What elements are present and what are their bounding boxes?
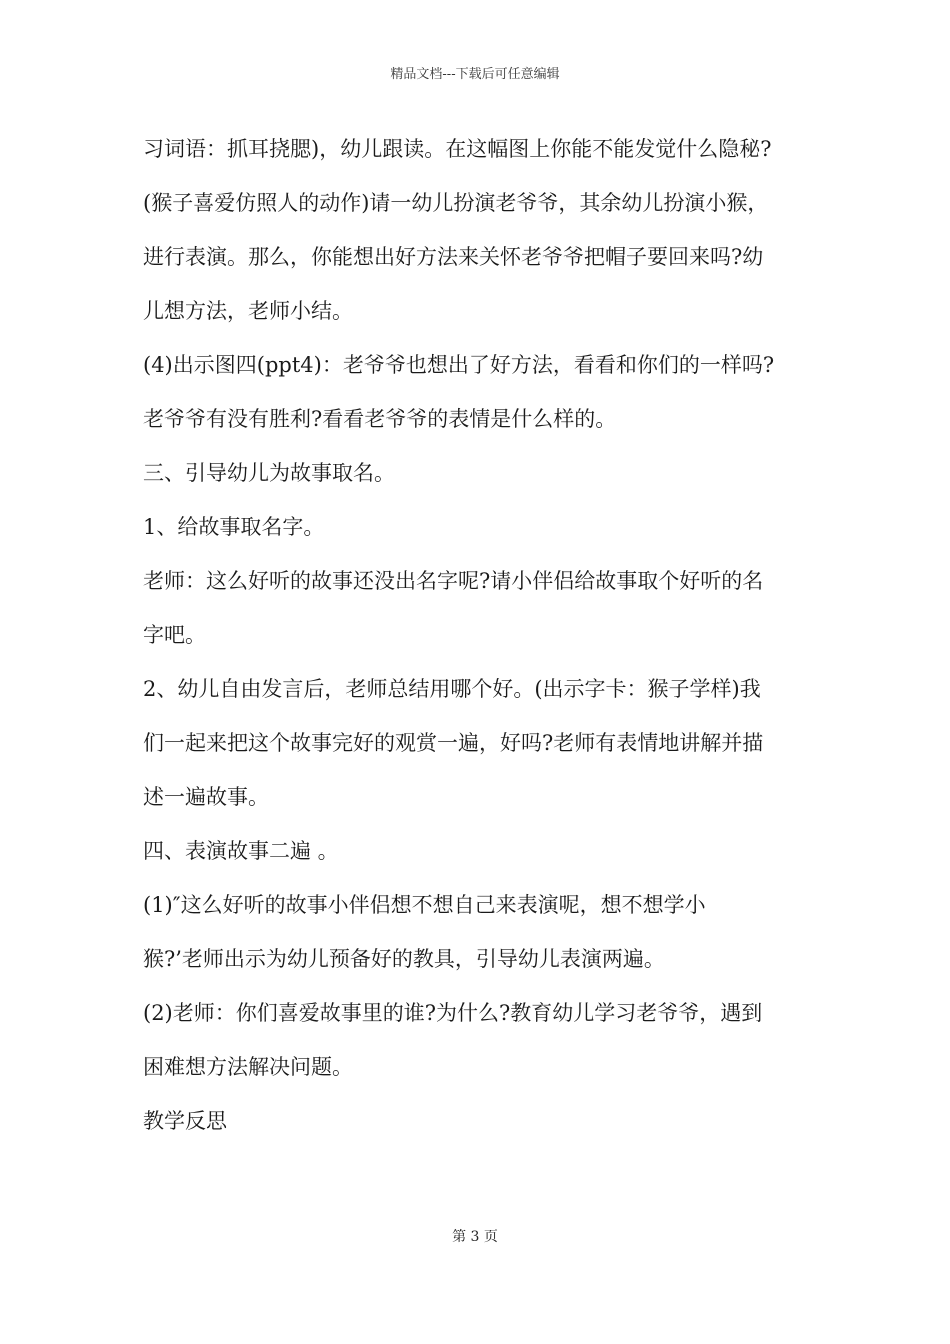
text-line: 儿想方法，老师小结。	[143, 299, 353, 323]
text-line: 习词语：抓耳挠腮)，幼儿跟读。在这幅图上你能不能发觉什么隐秘?	[143, 137, 772, 161]
text-line: 猴?’老师出示为幼儿预备好的教具，引导幼儿表演两遍。	[143, 947, 665, 971]
text-line: 述一遍故事。	[143, 785, 269, 809]
document-body	[143, 122, 813, 1148]
section-heading: 三、引导幼儿为故事取名。	[143, 461, 395, 485]
text-line: 字吧。	[143, 623, 206, 647]
text-line: (2)老师：你们喜爱故事里的谁?为什么?教育幼儿学习老爷爷，遇到	[143, 1001, 763, 1025]
text-line: 1、给故事取名字。	[143, 515, 325, 539]
page-header: 精品文档---下载后可任意编辑	[390, 67, 560, 82]
text-line: 困难想方法解决问题。	[143, 1055, 353, 1079]
text-line: (1)″这么好听的故事小伴侣想不想自己来表演呢，想不想学小	[143, 893, 706, 917]
section-heading: 四、表演故事二遍 。	[143, 839, 339, 863]
text-line: 老师：这么好听的故事还没出名字呢?请小伴侣给故事取个好听的名	[143, 569, 764, 593]
text-line: 老爷爷有没有胜利?看看老爷爷的表情是什么样的。	[143, 407, 617, 431]
text-line: 进行表演。那么，你能想出好方法来关怀老爷爷把帽子要回来吗?幼	[143, 245, 764, 269]
text-line: (4)出示图四(ppt4)：老爷爷也想出了好方法，看看和你们的一样吗?	[143, 353, 775, 377]
page-number: 第 3 页	[452, 1229, 498, 1245]
text-line: (猴子喜爱仿照人的动作)请一幼儿扮演老爷爷，其余幼儿扮演小猴，	[143, 191, 769, 215]
text-line: 2、幼儿自由发言后，老师总结用哪个好。(出示字卡：猴子学样)我	[143, 677, 761, 701]
text-line: 们一起来把这个故事完好的观赏一遍，好吗?老师有表情地讲解并描	[143, 731, 764, 755]
section-heading: 教学反思	[143, 1109, 227, 1133]
